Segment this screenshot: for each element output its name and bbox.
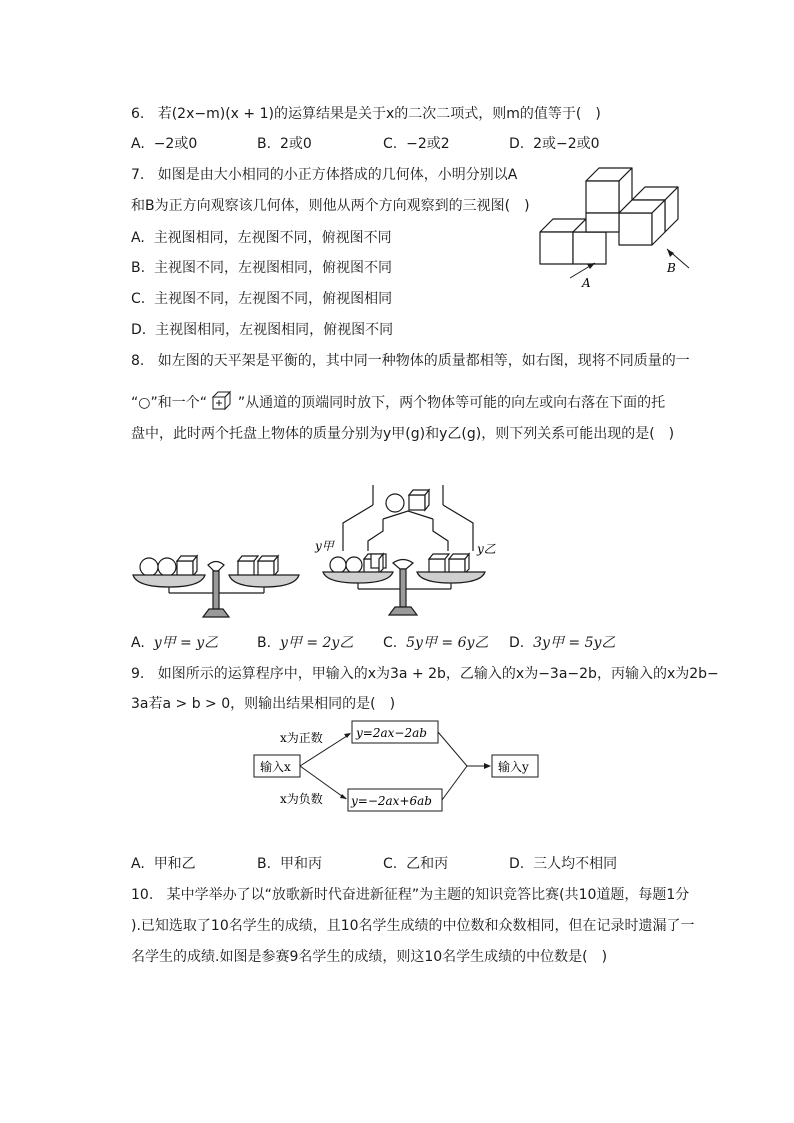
q6-stem: [131, 105, 601, 123]
q6-option-a: A. −2或0: [131, 136, 198, 152]
q9-option-d: D. 三人均不相同: [509, 856, 618, 872]
q9-option-a: A. 甲和乙: [131, 856, 196, 872]
q10-number: 10.: [131, 887, 154, 903]
q6-stem-text: 若(2x−m)(x + 1)的运算结果是关于x的二次二项式，则m的值等于( ): [157, 106, 601, 122]
q8-number: 8.: [131, 353, 145, 369]
q7-cube-figure: [535, 163, 705, 293]
q9-option-c: C. 乙和丙: [383, 856, 449, 872]
q8-option-c: C. 5y甲 = 6y乙: [383, 635, 489, 651]
flow-positive-formula: y=2ax−2ab: [356, 726, 427, 740]
q7-label-a: A: [582, 276, 591, 290]
q8-option-b: B. y甲 = 2y乙: [257, 635, 354, 651]
flow-negative-label: x为负数: [280, 792, 323, 806]
q8-option-d: D. 3y甲 = 5y乙: [509, 635, 616, 651]
q9-number: 9.: [131, 666, 145, 682]
q7-label-b: B: [667, 261, 676, 275]
flow-positive-label: x为正数: [280, 731, 323, 745]
q10-stem-line3: 名学生的成绩.如图是参赛9名学生的成绩，则这10名学生成绩的中位数是( ): [131, 949, 608, 965]
q6-option-b: B. 2或0: [257, 136, 312, 152]
q7-stem-line2: 和B为正方向观察该几何体，则他从两个方向观察到的三视图( ): [131, 198, 530, 214]
q7-number: 7.: [131, 167, 145, 183]
q7-option-a: A. 主视图相同，左视图不同，俯视图不同: [131, 230, 392, 246]
q7-option-c: C. 主视图不同，左视图不同，俯视图相同: [131, 291, 393, 307]
q8-stem-line3: 盘中，此时两个托盘上物体的质量分别为y甲(g)和y乙(g)，则下列关系可能出现的是( ): [131, 426, 675, 442]
q6-option-c: C. −2或2: [383, 136, 450, 152]
q8-balance-right-figure: [313, 483, 513, 618]
q9-flowchart: [252, 717, 552, 817]
q8-stem-line2: “○”和一个“ ”从通道的顶端同时放下，两个物体等可能的向左或向右落在下面的托: [131, 390, 665, 412]
q9-option-b: B. 甲和丙: [257, 856, 322, 872]
q10-stem-line2: ).已知选取了10名学生的成绩，且10名学生成绩的中位数和众数相同，但在记录时遗漏了一: [131, 918, 695, 934]
flow-output-text: 输入y: [498, 760, 529, 774]
flow-negative-formula: y=−2ax+6ab: [351, 794, 432, 808]
q8-label-y-yi: y乙: [477, 542, 496, 556]
q7-option-d: D. 主视图相同，左视图相同，俯视图不同: [131, 322, 394, 338]
q6-option-d: D. 2或−2或0: [509, 136, 600, 152]
q9-stem-line2: 3a若a > b > 0，则输出结果相同的是( ): [131, 696, 396, 712]
q8-option-a: A. y甲 = y乙: [131, 635, 219, 651]
q7-stem-line1: 7. 如图是由大小相同的小正方体搭成的几何体，小明分别以A: [131, 167, 518, 183]
q8-stem-line1: 8. 如左图的天平架是平衡的，其中同一种物体的质量都相等，如右图，现将不同质量的一: [131, 353, 690, 369]
q8-label-y-jia: y甲: [315, 539, 334, 553]
q7-option-b: B. 主视图不同，左视图相同，俯视图不同: [131, 260, 392, 276]
q10-stem-line1: 10. 某中学举办了以“放歌新时代奋进新征程”为主题的知识竞答比赛(共10道题，每题1分: [131, 887, 690, 903]
q9-stem-line1: 9. 如图所示的运算程序中，甲输入的x为3a + 2b，乙输入的x为−3a−2b，丙输入的x为2b−: [131, 666, 719, 682]
q6-number: 6.: [131, 106, 145, 122]
flow-input-text: 输入x: [260, 760, 291, 774]
q8-balance-left-figure: [131, 553, 306, 623]
cube-inline-icon: [211, 390, 233, 412]
